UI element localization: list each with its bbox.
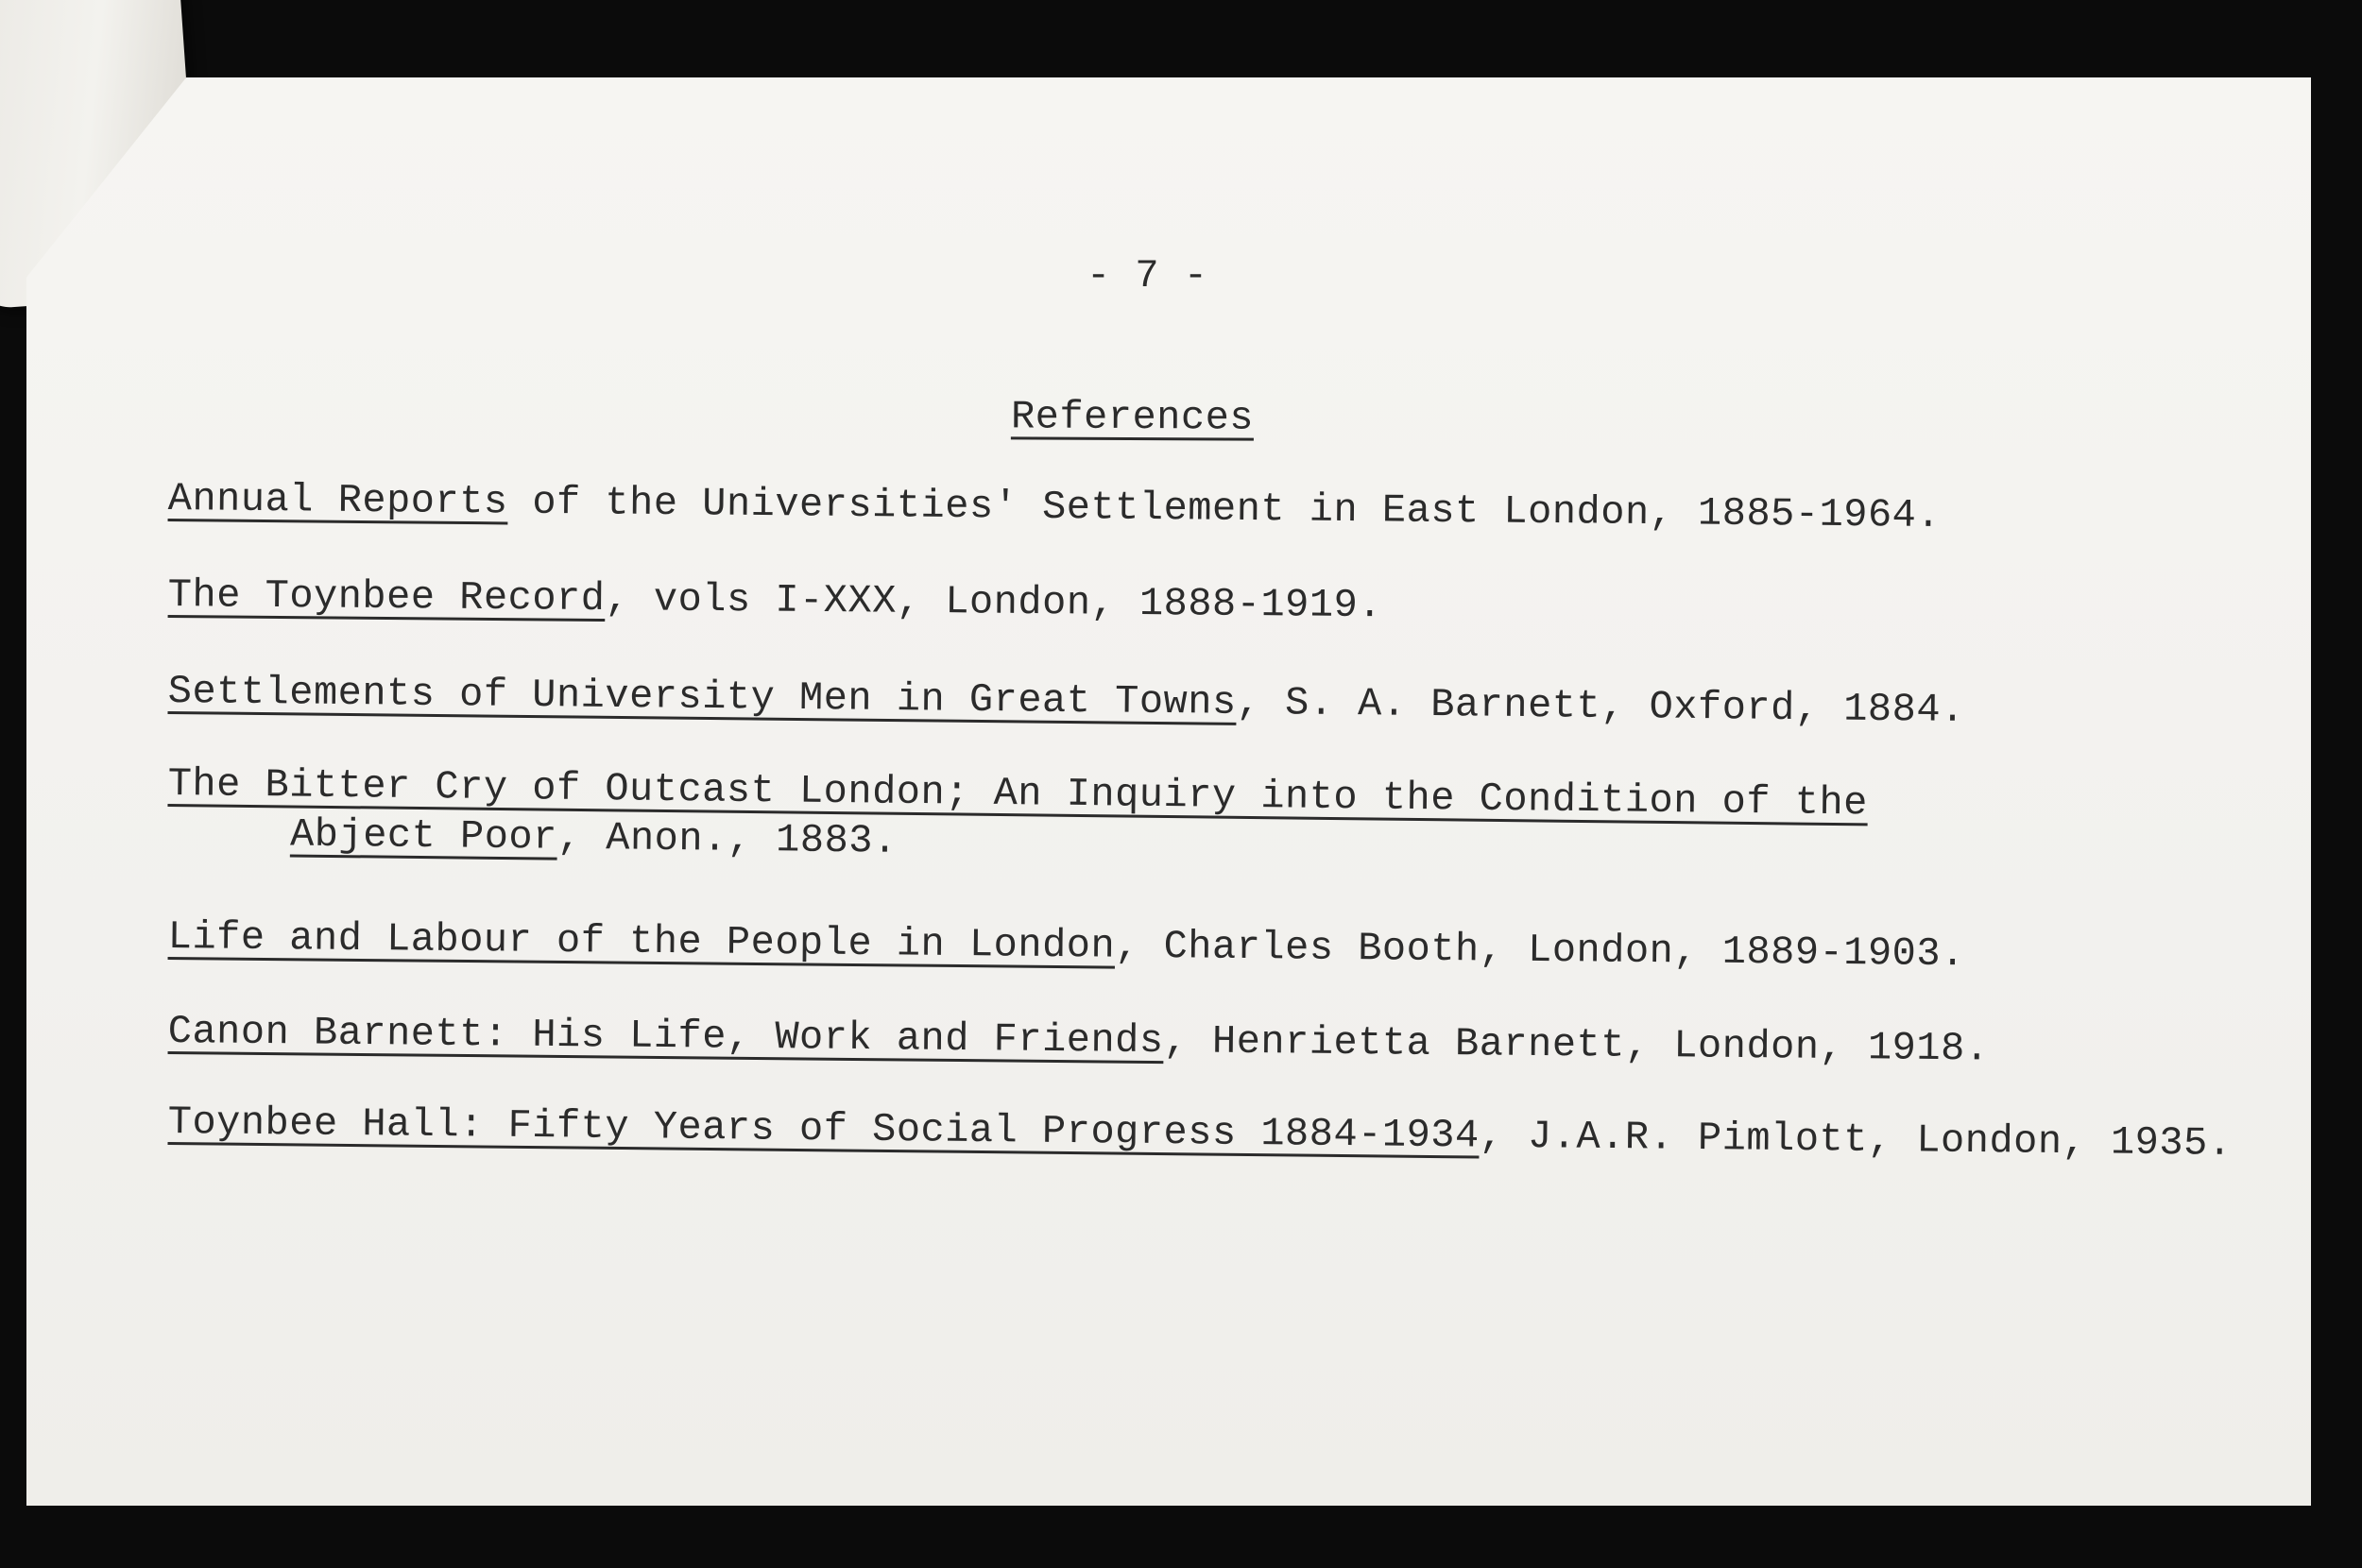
reference-title: Settlements of University Men in Great Towns (167, 668, 1237, 725)
reference-details: , Anon., 1883. (556, 814, 898, 864)
reference-details: , S. A. Barnett, Oxford, 1884. (1236, 679, 1965, 733)
reference-details: , vols I-XXX, London, 1888-1919. (605, 576, 1383, 629)
reference-item (167, 759, 1868, 877)
reference-details: , Henrietta Barnett, London, 1918. (1163, 1018, 1990, 1072)
reference-title: Canon Barnett: His Life, Work and Friends (167, 1008, 1164, 1065)
reference-title-continued: Abject Poor (289, 811, 558, 861)
reference-title: Toynbee Hall: Fifty Years of Social Progress 1884-1934 (167, 1099, 1480, 1159)
reference-title: Life and Labour of the People in London (167, 913, 1116, 969)
reference-details: of the Universities' Settlement in East London, 1885-1964. (507, 479, 1942, 539)
page-number: - 7 - (1087, 253, 1208, 298)
reference-details: , Charles Booth, London, 1889-1903. (1114, 923, 1966, 978)
reference-title: Annual Reports (167, 475, 508, 525)
reference-title: The Toynbee Record (167, 571, 606, 622)
reference-title: The Bitter Cry of Outcast London; An Inquiry into the Condition of the (167, 760, 1869, 827)
reference-details: , J.A.R. Pimlott, London, 1935. (1479, 1113, 2233, 1167)
references-heading: References (1010, 394, 1255, 441)
